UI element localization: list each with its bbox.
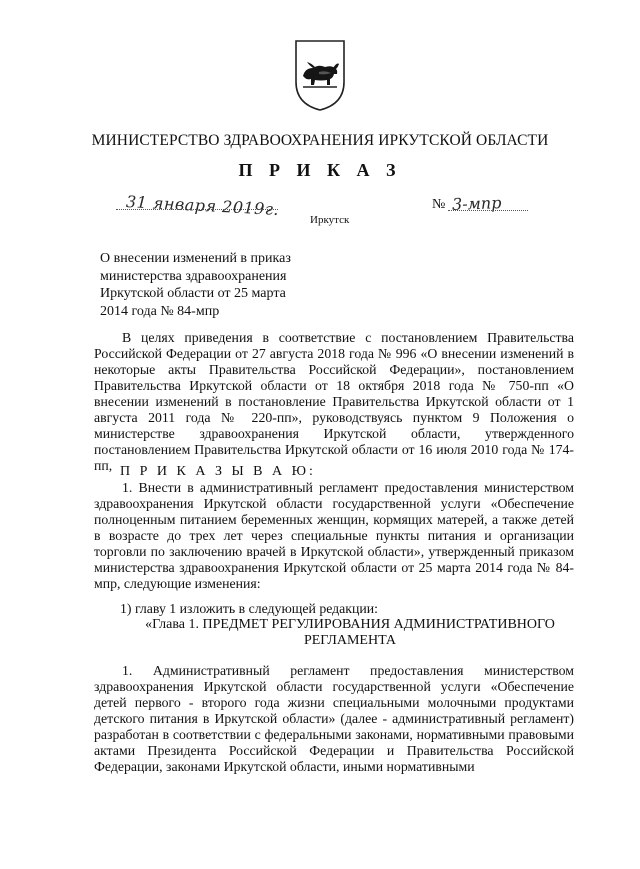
number-underline: [448, 210, 528, 212]
subject-line: О внесении изменений в приказ: [100, 251, 291, 266]
order-date-handwritten: 31 января 2019г.: [125, 192, 280, 220]
ministry-name: МИНИСТЕРСТВО ЗДРАВООХРАНЕНИЯ ИРКУТСКОЙ ОБЛАСТИ: [91, 132, 549, 149]
item-1-paragraph: 1. Внести в административный регламент предоставления министерством здравоохранения Иркутской области государственной услуги «Обеспечение полноценным питанием беременных женщин, кормящих матерей, а также детей в возрасте до трех лет через специальные пункты питания и организации торговли по заключению врачей в Иркутской области», утвержденный приказом министерства здравоохранения Иркутской области от 25 марта 2014 года № 84-мпр, следующие изменения:: [94, 480, 574, 591]
chapter-1-title: «Глава 1. ПРЕДМЕТ РЕГУЛИРОВАНИЯ АДМИНИСТРАТИВНОГО РЕГЛАМЕНТА: [145, 617, 555, 648]
number-sign: №: [432, 197, 446, 212]
subject-line: 2014 года № 84-мпр: [100, 303, 220, 319]
order-title: П Р И К А З: [238, 160, 402, 180]
preamble-paragraph: В целях приведения в соответствие с постановлением Правительства Российской Федерации от 27 августа 2018 года № 996 «О внесении изменений в некоторые акты Правительства Российской Федерации», постановлением Правительства Иркутской области от 18 октября 2018 года № 750-пп «О внесении изменений в постановление Правительства Иркутской области от 1 августа 2011 года № 220-пп», руководствуясь пунктом 9 Положения о министерстве здравоохранения Иркутской области, утвержденного постановлением Правительства Иркутской области от 16 июля 2010 года № 174-пп,: [94, 330, 574, 473]
date-underline: [116, 209, 278, 211]
order-word: П Р И К А З Ы В А Ю:: [120, 464, 316, 479]
subject-line: министерства здравоохранения: [100, 268, 287, 284]
order-city: Иркутск: [310, 214, 350, 226]
coat-of-arms-emblem: [293, 38, 347, 112]
order-subject: [100, 250, 330, 320]
subject-line: Иркутской области от 25 марта: [100, 286, 286, 301]
order-number-handwritten: 3-мпр: [451, 193, 502, 214]
subitem-1-paragraph: 1) главу 1 изложить в следующей редакции:: [120, 601, 378, 616]
chapter-1-paragraph: 1. Административный регламент предоставления министерством здравоохранения Иркутской области государственной услуги «Обеспечение детей первого - второго года жизни специальными молочными продуктами детского питания в Иркутской области» (далее - административный регламент) разработан в соответствии с федеральными законами, нормативными правовыми актами Президента Российской Федерации и Правительства Российской Федерации, законами Иркутской области, иными нормативными: [94, 663, 574, 774]
